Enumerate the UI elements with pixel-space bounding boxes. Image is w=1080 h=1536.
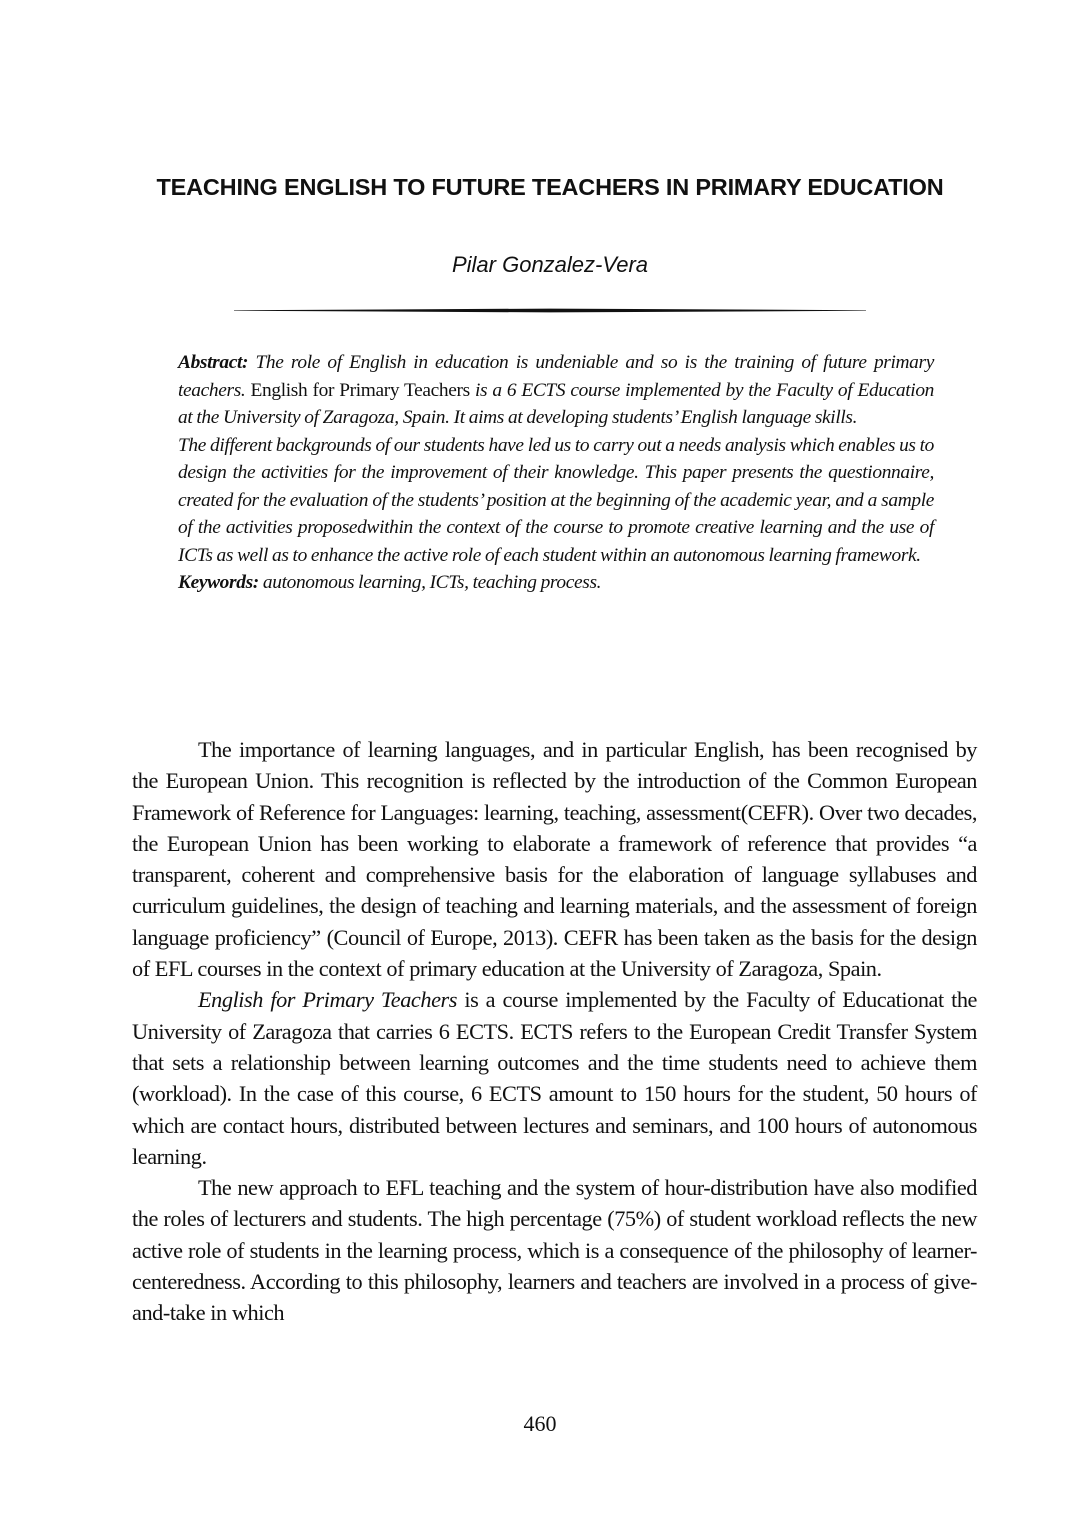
abstract-paragraph-1 (178, 349, 934, 432)
author-name: Pilar Gonzalez-Vera (451, 252, 649, 277)
abstract-text-2: is a 6 ECTS course implemented by the Faculty of Education at the University of Zaragoza, Spain. It aims at developing students’ English language skills. (178, 379, 935, 428)
abstract-block (178, 349, 934, 597)
body-paragraph-2-text: is a course implemented by the Faculty of Educationat the University of Zaragoza that carries 6 ECTS. ECTS refers to the European Credit Transfer System that sets a relationship between learning outcomes and the time students need to achieve them (workload). In the case of this course, 6 ECTS amount to 150 hours for the student, 50 hours of which are contact hours, distributed between lectures and seminars, and 100 hours of autonomous learning. (132, 987, 977, 1169)
title-divider-rule (234, 308, 866, 313)
course-name-italic: English for Primary Teachers (198, 987, 457, 1013)
body-text (132, 734, 977, 1329)
abstract-label: Abstract: (178, 352, 249, 373)
keywords-text: autonomous learning, ICTs, teaching process. (258, 572, 602, 593)
abstract-paragraph-2: The different backgrounds of our students have led us to carry out a needs analysis which enables us to design the activities for the improvement of their knowledge. This paper presents the questionnaire, created for the evaluation of the students’ position at the beginning of the academic year, and a sample of the activities proposedwithin the context of the course to promote creative learning and the use of ICTs as well as to enhance the active role of each student within an autonomous learning framework. (178, 434, 934, 566)
paper-title: TEACHING ENGLISH TO FUTURE TEACHERS IN PRIMARY EDUCATION (156, 174, 944, 200)
body-paragraph-3: The new approach to EFL teaching and the system of hour-distribution have also modified the roles of lecturers and students. The high percentage (75%) of student workload reflects the new active role of students in the learning process, which is a consequence of the philosophy of learner-centeredness. According to this philosophy, learners and teachers are involved in a process of give-and-take in which (132, 1175, 977, 1326)
keywords-label: Keywords: (178, 572, 259, 593)
body-paragraph-2 (132, 984, 977, 1172)
page-number: 460 (523, 1411, 557, 1436)
keywords-line (178, 569, 934, 597)
abstract-text-1: The role of English in education is undeniable and so is the training of future primary teachers. (178, 352, 934, 401)
body-paragraph-1: The importance of learning languages, and in particular English, has been recognised by the European Union. This recognition is reflected by the introduction of the Common European Framework of Reference for Languages: learning, teaching, assessment(CEFR). Over two decades, the European Union has been working to elaborate a framework of reference that provides “a transparent, coherent and comprehensive basis for the elaboration of language syllabuses and curriculum guidelines, the design of teaching and learning materials, and the assessment of foreign language proficiency” (Council of Europe, 2013). CEFR has been taken as the basis for the design of EFL courses in the context of primary education at the University of Zaragoza, Spain. (132, 737, 977, 982)
abstract-course-name: English for Primary Teachers (250, 379, 470, 401)
